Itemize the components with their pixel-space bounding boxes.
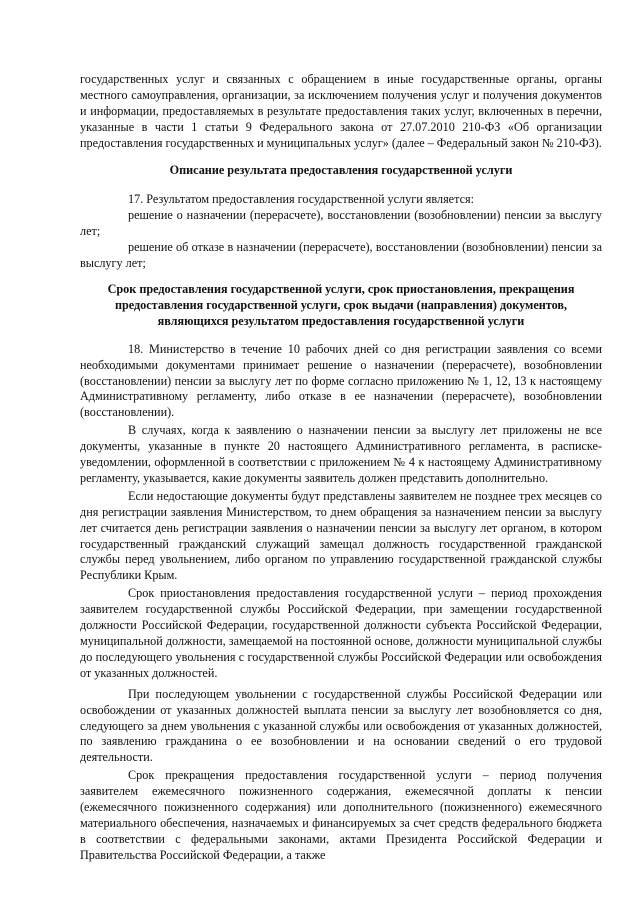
paragraph-resumption: При последующем увольнении с государственной службы Российской Федерации или освобождении от указанных должностей выплата пенсии за выслугу лет возобновляется со дня, следующего за днем увольнения с указанной службы или освобождения от указанных должностей, по заявлению гражданина о ее возобновлении и на основании сведений о его трудовой деятельности. xyxy=(80,686,602,765)
paragraph-termination-term: Срок прекращения предоставления государственной услуги – период получения заявителем ежемесячного пожизненного содержания, ежемесячной доплаты к пенсии (ежемесячного пожизненного содержания) или дополнительного (пожизненного) ежемесячного материального обеспечения, назначаемых и финансируемых за счет средств федерального бюджета в соответствии с федеральными законами, актами Президента Российской Федерации и Правительства Российской Федерации, а также xyxy=(80,768,602,862)
paragraph-suspension-term: Срок приостановления предоставления государственной услуги – период прохождения заявителем государственной службы Российской Федерации, при замещении государственной должности Российской Федерации, государственной должности субъекта Российской Федерации, муниципальной должности, замещаемой на постоянной основе, должности муниципальной службы до последующего увольнения с государственной службы Российской Федерации или освобождения от указанных должностей. xyxy=(80,586,602,680)
paragraph-incomplete-documents: В случаях, когда к заявлению о назначении пенсии за выслугу лет приложены не все документы, указанные в пункте 20 настоящего Административного регламента, в расписке-уведомлении, оформленной в соответствии с приложением № 4 к настоящему Административному регламенту, указывается, какие документы заявитель должен представить дополнительно. xyxy=(80,423,602,485)
paragraph-17-lead: 17. Результатом предоставления государственной услуги является: xyxy=(128,192,474,207)
paragraph-missing-documents: Если недостающие документы будут представлены заявителем не позднее трех месяцев со дня регистрации заявления Министерством, то днем обращения за назначением пенсии за выслугу лет считается день регистрации заявления о назначении пенсии за выслугу лет органом, в котором государственный гражданский служащий замещал должность государственной гражданской службы перед увольнением, либо органом по управлению государственной гражданской службы Республики Крым. xyxy=(80,488,602,583)
paragraph-17-item-1: решение о назначении (перерасчете), восстановлении (возобновлении) пенсии за выслугу лет; xyxy=(80,208,602,239)
heading-service-terms: Срок предоставления государственной услуги, срок приостановления, прекращения предоставления государственной услуги, срок выдачи (направления) документов, являющихся результатом предоставления государственной услуги xyxy=(107,281,575,328)
heading-result-description: Описание результата предоставления государственной услуги xyxy=(169,162,513,177)
paragraph-18: 18. Министерство в течение 10 рабочих дней со дня регистрации заявления со всеми необходимыми документами принимает решение о назначении (перерасчете), возобновлении (восстановлении) пенсии за выслугу лет по форме согласно приложению № 1, 12, 13 к настоящему Административному регламенту, либо отказе в ее назначении (перерасчете), возобновлении (восстановлении). xyxy=(80,341,602,420)
document-body xyxy=(80,72,602,864)
intro-paragraph: государственных услуг и связанных с обращением в иные государственные органы, органы местного самоуправления, организации, за исключением получения услуг и получения документов и информации, предоставляемых в результате предоставления таких услуг, включенных в перечни, указанные в части 1 статьи 9 Федерального закона от 27.07.2010 210-ФЗ «Об организации предоставления государственных и муниципальных услуг» (далее – Федеральный закон № 210-ФЗ). xyxy=(80,72,602,150)
paragraph-17-item-2: решение об отказе в назначении (перерасчете), восстановлении (возобновлении) пенсии за выслугу лет; xyxy=(80,240,602,271)
